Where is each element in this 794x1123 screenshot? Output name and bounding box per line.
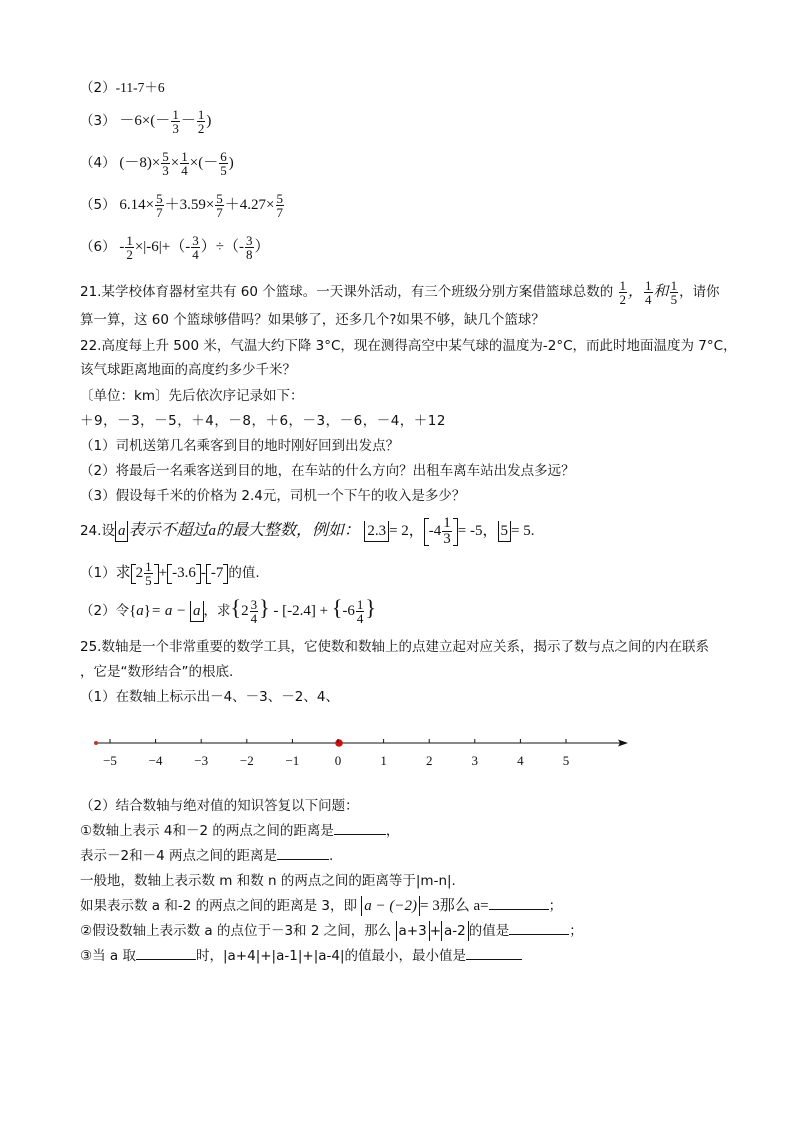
- question-text: ②假设数轴上表示数 a 的点位于－3和 2 之间，那么: [80, 923, 392, 939]
- sub-label: （1）: [80, 564, 116, 581]
- tick-label: 4: [517, 753, 524, 768]
- abs-argument: a+3: [398, 923, 427, 939]
- question-text: ；: [569, 923, 583, 939]
- expr-part: ）: [254, 238, 270, 255]
- question-25-line-1: 25.数轴是一个非常重要的数学工具，它使数和数轴上的点建立起对应关系，揭示了数与点之间的内在联系: [80, 639, 709, 655]
- variable: a: [193, 603, 201, 619]
- question-text: = 3那么 a=: [420, 898, 489, 914]
- expr-part: 6.14×: [119, 196, 155, 213]
- expr-part: (－8)×: [119, 154, 161, 171]
- numerator: 5: [162, 149, 169, 164]
- question-text: 求: [115, 562, 131, 581]
- numerator: 3: [250, 597, 258, 613]
- question-text: 24.设: [80, 522, 115, 539]
- denominator: 3: [162, 163, 169, 178]
- numerator: 5: [156, 191, 163, 206]
- question-23-sub-2: （2）将最后一名乘客送到目的地，在车站的什么方向？出租车离车站出发点多远？: [80, 463, 575, 479]
- expr-part: -: [119, 238, 125, 255]
- sub-expression: {2 $\frac{3}{4}$ } - [-2.4] + {-6 $\frac{1}{4}$ }: [230, 595, 376, 627]
- answer-blank[interactable]: [277, 847, 329, 860]
- numerator: 3: [246, 233, 253, 248]
- absolute-value: [441, 921, 469, 941]
- expr-part: ×|-6|+（-: [134, 238, 191, 255]
- question-text: ，请你: [679, 283, 720, 300]
- denominator: 5: [220, 163, 227, 178]
- numerator: 1: [619, 278, 627, 293]
- expr-part: -: [200, 564, 206, 581]
- variable: a: [136, 603, 144, 619]
- bracket-argument: -3.6: [172, 564, 196, 581]
- denominator: 3: [443, 531, 451, 547]
- abs-argument: a − (−2): [364, 898, 418, 914]
- numerator: 1: [181, 149, 188, 164]
- tick-label: −3: [194, 753, 209, 768]
- numerator: 1: [356, 597, 364, 613]
- question-25-item-4: [80, 896, 562, 916]
- numerator: 6: [220, 149, 227, 164]
- expr-part: ＋3.59×: [164, 196, 215, 213]
- expr-part: = -5，: [457, 522, 498, 539]
- expr-part: +: [429, 923, 442, 939]
- question-text: 令: [115, 603, 130, 619]
- question-23-sub-1: （1）司机送第几名乘客到目的地时刚好回到出发点？: [80, 438, 400, 454]
- question-25-sub-2: （2）结合数轴与绝对值的知识答复以下问题：: [80, 798, 359, 814]
- expr-part: ＋4.27×: [224, 196, 275, 213]
- separator: 和: [653, 283, 669, 300]
- problem-label: （2）: [80, 80, 116, 96]
- problem-label: （3）: [80, 112, 116, 129]
- origin-point: [335, 739, 343, 747]
- abs-argument: a-2: [444, 923, 466, 939]
- separator: ，: [628, 283, 644, 300]
- whole-part: 2: [241, 603, 249, 619]
- denominator: 5: [670, 292, 678, 307]
- problem-label: （4）: [80, 154, 116, 171]
- question-23-record: ＋9，－3，－5，＋4，－8，＋6，－3，－6，－4，＋12: [80, 413, 446, 429]
- question-text: ，求: [203, 603, 231, 619]
- floor-argument: 5: [500, 522, 508, 539]
- question-text: 21.某学校体育器材室共有 60 个篮球。一天课外活动，有三个班级分别方案借篮球总数的: [80, 283, 614, 300]
- question-text: ；: [548, 898, 563, 914]
- numerator: 1: [172, 107, 179, 122]
- numerator: 1: [645, 278, 652, 293]
- expr-part: +: [158, 564, 168, 581]
- denominator: 4: [181, 163, 188, 178]
- question-23-sub-3: （3）假设每千米的价格为 2.4元，司机一个下午的收入是多少？: [80, 488, 466, 504]
- tick-label: −1: [285, 753, 300, 768]
- expr-part: ）÷（-: [200, 238, 244, 255]
- denominator: 4: [250, 611, 258, 627]
- denominator: 4: [192, 247, 199, 262]
- answer-blank[interactable]: [509, 922, 569, 935]
- endpoint-dot: [94, 741, 98, 745]
- question-text: 的值是: [468, 923, 510, 939]
- question-25-item-6: [80, 946, 522, 966]
- tick-label: −5: [103, 753, 117, 768]
- bracket-argument: -2.4: [287, 603, 311, 619]
- answer-blank[interactable]: [466, 947, 522, 960]
- numerator: 1: [443, 515, 451, 531]
- denominator: 8: [246, 247, 253, 262]
- expr-part: -: [273, 603, 279, 619]
- expr-part: －: [180, 112, 196, 129]
- expr-part: ×(－: [189, 154, 219, 171]
- expr-part: +: [319, 603, 329, 619]
- problem-expression: -11-7＋6: [115, 80, 165, 95]
- whole-part: -6: [342, 603, 355, 619]
- numerator: 5: [216, 191, 223, 206]
- problem-label: （6）: [80, 238, 116, 255]
- bracket-argument: -7: [210, 564, 224, 581]
- numerator: 1: [197, 107, 205, 122]
- tick-label: 1: [380, 753, 387, 768]
- question-23-unit: 〔单位：km〕先后依次序记录如下：: [80, 388, 304, 404]
- denominator: 4: [645, 292, 652, 307]
- denominator: 7: [156, 205, 163, 220]
- denominator: 2: [619, 292, 627, 307]
- question-25-item-3: 一般地，数轴上表示数 m 和数 n 的两点之间的距离等于|m-n|.: [80, 873, 456, 889]
- question-text: 的最大整数，例如：: [216, 519, 361, 539]
- absolute-value: [396, 921, 430, 941]
- numerator: 3: [192, 233, 199, 248]
- question-25-line-2: ，它是“数形结合”的根底.: [80, 664, 234, 680]
- expr-part: －6×(－: [119, 112, 171, 129]
- answer-blank[interactable]: [136, 947, 196, 960]
- question-text: ①数轴上表示 4和－2 的两点之间的距离是: [80, 823, 334, 839]
- expr-part: ×: [170, 154, 180, 171]
- denominator: 7: [276, 205, 283, 220]
- numerator: 5: [276, 191, 283, 206]
- question-21-line-2: 算一算，这 60 个篮球够借吗？如果够了，还多几个?如果不够，缺几个篮球？: [80, 312, 545, 328]
- question-25-item-2: [80, 846, 333, 866]
- tick-label: 0: [334, 753, 342, 768]
- tick-label: 2: [425, 753, 433, 768]
- answer-blank[interactable]: [489, 897, 549, 910]
- problem-label: （5）: [80, 196, 116, 213]
- denominator: 5: [145, 573, 152, 588]
- denominator: 3: [172, 121, 179, 136]
- question-text: ③当 a 取: [80, 948, 136, 964]
- variable: a: [117, 522, 126, 539]
- tick-label: 5: [562, 753, 570, 768]
- question-text: 如果表示数 a 和-2 的两点之间的距离是 3，即: [80, 898, 357, 914]
- floor-argument: 2.3: [367, 522, 387, 539]
- numerator: 1: [145, 559, 152, 574]
- question-22-line-2: 该气球距离地面的高度约多少千米？: [80, 362, 296, 378]
- denominator: 2: [126, 247, 133, 262]
- sub-expression: {a}= a − a: [129, 603, 203, 619]
- expr-part: = a −: [151, 603, 190, 619]
- tick-label: −4: [148, 753, 163, 768]
- sub-label: （2）: [80, 603, 116, 619]
- tick-label: 3: [471, 753, 479, 768]
- tick-label: −2: [239, 753, 254, 768]
- question-25-item-1: [80, 821, 399, 841]
- whole-part: 2: [135, 564, 144, 581]
- expr-part: ): [206, 112, 212, 129]
- question-22-line-1: 22.高度每上升 500 米，气温大约下降 3°C，现在测得高空中某气球的温度为-2°C，而此时地面温度为 7°C，: [80, 338, 737, 354]
- variable: a: [208, 522, 216, 539]
- expr-part: = 2，: [389, 522, 424, 539]
- question-text: ，: [385, 823, 400, 839]
- question-25-item-5: [80, 921, 583, 941]
- numerator: 1: [670, 278, 678, 293]
- question-text: 表示－2和－4 两点之间的距离是: [80, 848, 277, 864]
- question-25-sub-1: （1）在数轴上标示出－4、－3、－2、4、: [80, 689, 339, 705]
- whole-part: -4: [428, 522, 442, 539]
- denominator: 2: [197, 121, 205, 136]
- expr-part: = 5.: [511, 522, 535, 539]
- question-text: 的值.: [228, 564, 260, 581]
- answer-blank[interactable]: [334, 822, 386, 835]
- question-text: 表示不超过: [128, 519, 209, 539]
- absolute-value: [361, 896, 420, 916]
- question-text: 时，|a+4|+|a-1|+|a-4|的值最小，最小值是: [195, 948, 467, 964]
- question-text: .: [328, 848, 334, 864]
- numerator: 1: [126, 233, 133, 248]
- denominator: 7: [216, 205, 223, 220]
- denominator: 4: [356, 611, 364, 627]
- expr-part: ): [228, 154, 234, 171]
